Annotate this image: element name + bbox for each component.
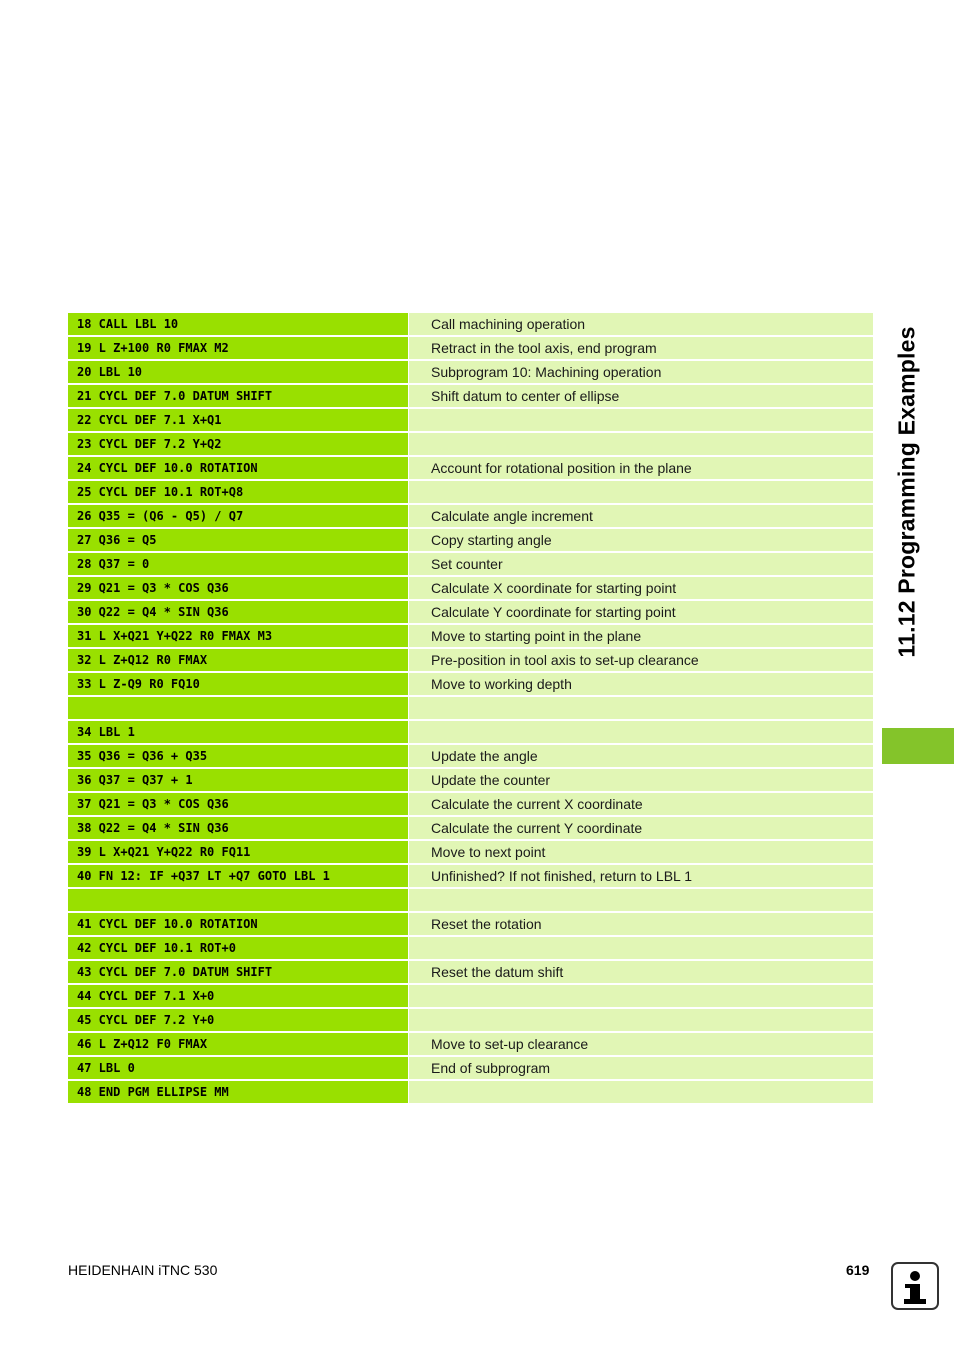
description-cell: End of subprogram [409,1057,873,1079]
table-row [68,889,873,911]
table-row [68,985,873,1007]
nc-code-cell [68,889,408,911]
nc-code-cell: 43 CYCL DEF 7.0 DATUM SHIFT [68,961,408,983]
nc-code-cell: 26 Q35 = (Q6 - Q5) / Q7 [68,505,408,527]
description-cell: Unfinished? If not finished, return to LBL 1 [409,865,873,887]
description-cell: Calculate X coordinate for starting point [409,577,873,599]
nc-code-cell [68,697,408,719]
table-row [68,481,873,503]
table-row [68,817,873,839]
nc-code-cell: 25 CYCL DEF 10.1 ROT+Q8 [68,481,408,503]
nc-code-cell: 35 Q36 = Q36 + Q35 [68,745,408,767]
description-cell: Move to working depth [409,673,873,695]
description-cell: Pre-position in tool axis to set-up clearance [409,649,873,671]
table-row [68,385,873,407]
description-cell: Calculate angle increment [409,505,873,527]
description-cell [409,1081,873,1103]
description-cell: Move to next point [409,841,873,863]
table-row [68,1057,873,1079]
nc-code-cell: 41 CYCL DEF 10.0 ROTATION [68,913,408,935]
description-cell [409,697,873,719]
nc-code-cell: 37 Q21 = Q3 * COS Q36 [68,793,408,815]
description-cell: Call machining operation [409,313,873,335]
table-row [68,793,873,815]
description-cell: Copy starting angle [409,529,873,551]
description-cell [409,433,873,455]
description-cell: Set counter [409,553,873,575]
description-cell: Reset the datum shift [409,961,873,983]
table-row [68,841,873,863]
nc-code-cell: 18 CALL LBL 10 [68,313,408,335]
nc-code-cell: 40 FN 12: IF +Q37 LT +Q7 GOTO LBL 1 [68,865,408,887]
table-row [68,913,873,935]
chapter-tab [882,728,954,764]
nc-code-cell: 31 L X+Q21 Y+Q22 R0 FMAX M3 [68,625,408,647]
table-row [68,337,873,359]
nc-code-cell: 22 CYCL DEF 7.1 X+Q1 [68,409,408,431]
table-row [68,865,873,887]
nc-code-cell: 23 CYCL DEF 7.2 Y+Q2 [68,433,408,455]
description-cell [409,409,873,431]
table-row [68,601,873,623]
section-side-title [887,312,927,672]
table-row [68,529,873,551]
table-row [68,505,873,527]
nc-code-cell: 42 CYCL DEF 10.1 ROT+0 [68,937,408,959]
table-row [68,433,873,455]
footer-manual-name: HEIDENHAIN iTNC 530 [68,1262,218,1278]
description-cell [409,1009,873,1031]
description-cell: Move to set-up clearance [409,1033,873,1055]
nc-code-cell: 45 CYCL DEF 7.2 Y+0 [68,1009,408,1031]
description-cell [409,889,873,911]
nc-code-cell: 38 Q22 = Q4 * SIN Q36 [68,817,408,839]
table-row [68,409,873,431]
table-row [68,937,873,959]
table-row [68,649,873,671]
nc-code-cell: 29 Q21 = Q3 * COS Q36 [68,577,408,599]
table-row [68,673,873,695]
nc-code-cell: 34 LBL 1 [68,721,408,743]
nc-code-cell: 32 L Z+Q12 R0 FMAX [68,649,408,671]
nc-code-cell: 47 LBL 0 [68,1057,408,1079]
nc-code-cell: 28 Q37 = 0 [68,553,408,575]
nc-code-cell: 36 Q37 = Q37 + 1 [68,769,408,791]
description-cell: Subprogram 10: Machining operation [409,361,873,383]
table-row [68,553,873,575]
nc-code-cell: 39 L X+Q21 Y+Q22 R0 FQ11 [68,841,408,863]
section-title-text: 11.12 Programming Examples [893,326,920,658]
description-cell [409,985,873,1007]
table-row [68,457,873,479]
description-cell: Shift datum to center of ellipse [409,385,873,407]
description-cell [409,721,873,743]
nc-code-cell: 44 CYCL DEF 7.1 X+0 [68,985,408,1007]
nc-code-cell: 48 END PGM ELLIPSE MM [68,1081,408,1103]
page-number: 619 [846,1262,870,1278]
description-cell: Move to starting point in the plane [409,625,873,647]
description-cell [409,937,873,959]
description-cell: Calculate the current Y coordinate [409,817,873,839]
table-row [68,313,873,335]
description-cell: Account for rotational position in the plane [409,457,873,479]
table-row [68,625,873,647]
nc-code-cell: 27 Q36 = Q5 [68,529,408,551]
table-row [68,577,873,599]
table-row [68,697,873,719]
nc-code-cell: 21 CYCL DEF 7.0 DATUM SHIFT [68,385,408,407]
description-cell: Update the angle [409,745,873,767]
nc-code-cell: 30 Q22 = Q4 * SIN Q36 [68,601,408,623]
description-cell: Update the counter [409,769,873,791]
nc-code-cell: 33 L Z-Q9 R0 FQ10 [68,673,408,695]
table-row [68,961,873,983]
table-row [68,361,873,383]
nc-code-cell: 46 L Z+Q12 F0 FMAX [68,1033,408,1055]
nc-code-cell: 19 L Z+100 R0 FMAX M2 [68,337,408,359]
program-table [68,313,873,1105]
description-cell: Calculate the current X coordinate [409,793,873,815]
table-row [68,769,873,791]
table-row [68,721,873,743]
info-icon [891,1262,939,1310]
table-row [68,1081,873,1103]
table-row [68,1033,873,1055]
table-row [68,745,873,767]
nc-code-cell: 20 LBL 10 [68,361,408,383]
description-cell: Retract in the tool axis, end program [409,337,873,359]
description-cell [409,481,873,503]
description-cell: Reset the rotation [409,913,873,935]
table-row [68,1009,873,1031]
nc-code-cell: 24 CYCL DEF 10.0 ROTATION [68,457,408,479]
description-cell: Calculate Y coordinate for starting point [409,601,873,623]
